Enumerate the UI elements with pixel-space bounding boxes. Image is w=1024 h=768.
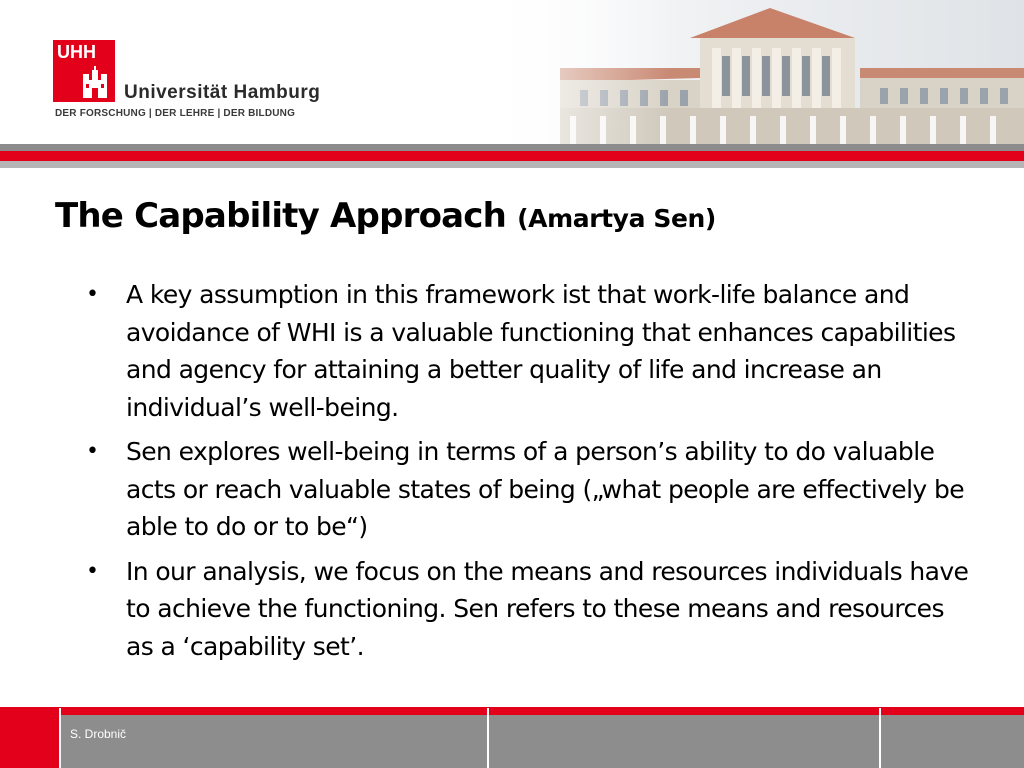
header-stripe-gray bbox=[0, 144, 1024, 151]
footer-bar bbox=[0, 715, 1024, 768]
footer-divider bbox=[879, 708, 881, 768]
bullet-text: Sen explores well-being in terms of a person’s ability to do valuable acts or reach valuable states of being („what people are effectively be able to do or to be“) bbox=[126, 437, 965, 541]
university-building-image bbox=[0, 0, 1024, 145]
uhh-logo-text: UHH bbox=[57, 42, 96, 62]
university-tagline: DER FORSCHUNG | DER LEHRE | DER BILDUNG bbox=[55, 108, 296, 119]
footer-stripe-red bbox=[0, 707, 1024, 715]
slide-title-main: The Capability Approach bbox=[55, 196, 507, 236]
uhh-logo bbox=[53, 40, 115, 102]
bullet-list bbox=[82, 276, 972, 672]
bullet-dot-icon: • bbox=[86, 558, 99, 584]
bullet-text: A key assumption in this framework ist that work-life balance and avoidance of WHI is a valuable functioning that enhances capabilities and agency for attaining a better quality of life and increase an individual’s well-being. bbox=[126, 280, 956, 422]
header-stripe-lightgray bbox=[0, 161, 1024, 168]
header-stripe-red bbox=[0, 151, 1024, 161]
footer-author: S. Drobnič bbox=[70, 727, 127, 741]
footer-red-block bbox=[0, 707, 59, 768]
university-name: Universität Hamburg bbox=[124, 82, 321, 103]
bullet-dot-icon: • bbox=[86, 282, 99, 307]
footer-divider bbox=[487, 708, 489, 768]
slide-title-sub: (Amartya Sen) bbox=[517, 204, 716, 233]
bullet-item bbox=[82, 433, 972, 546]
bullet-dot-icon: • bbox=[86, 439, 99, 464]
bullet-item bbox=[82, 553, 972, 666]
bullet-text: In our analysis, we focus on the means and resources individuals have to achieve the functioning. Sen refers to these means and resources as a ‘capability set’. bbox=[126, 556, 969, 661]
slide-title bbox=[55, 196, 716, 236]
slide-header bbox=[0, 0, 1024, 145]
footer-divider bbox=[59, 708, 61, 768]
hamburg-castle-icon bbox=[80, 66, 110, 98]
bullet-item bbox=[82, 276, 972, 426]
